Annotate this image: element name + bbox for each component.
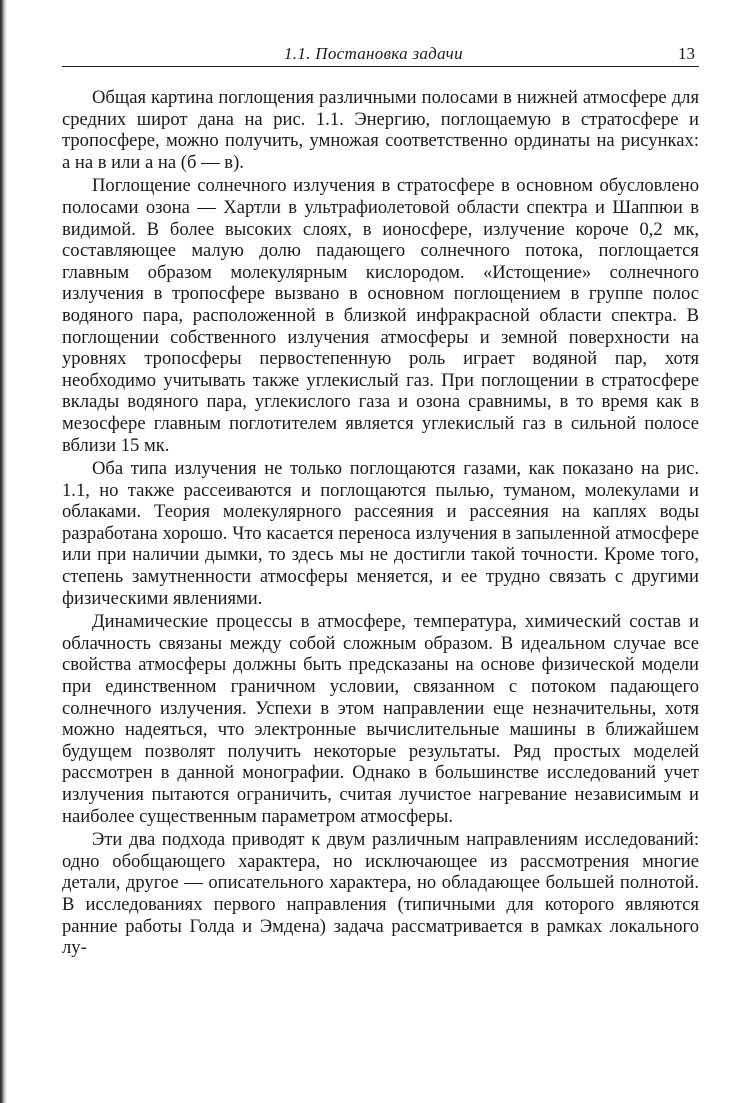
body-text <box>62 87 699 959</box>
running-title: 1.1. Постановка задачи <box>284 44 463 63</box>
paragraph: Оба типа излучения не только поглощаются газами, как показано на рис. 1.1, но также рассеиваются и поглощаются пылью, туманом, молекулами и облаками. Теория молекулярного рассеяния и рассеяния на каплях воды разработана хорошо. Что касается переноса излучения в запыленной атмосфере или при наличии дымки, то здесь мы не достигли такой точности. Кроме того, степень замутненности атмосферы меняется, и ее трудно связать с другими физическими явлениями. <box>62 458 699 609</box>
scan-edge-shadow <box>0 0 7 1103</box>
page-number: 13 <box>678 44 695 63</box>
paragraph: Эти два подхода приводят к двум различным направлениям исследований: одно обобщающего характера, но исключающее из рассмотрения многие детали, другое — описательного характера, но обладающее большей полнотой. В исследованиях первого направления (типичными для которого являются ранние работы Голда и Эмдена) задача рассматривается в рамках локального лу- <box>62 829 699 959</box>
paragraph: Динамические процессы в атмосфере, температура, химический состав и облачность связаны между собой сложным образом. В идеальном случае все свойства атмосферы должны быть предсказаны на основе физической модели при единственном граничном условии, связанном с потоком падающего солнечного излучения. Успехи в этом направлении еще незначительны, хотя можно надеяться, что электронные вычислительные машины в ближайшем будущем позволят получить некоторые результаты. Ряд простых моделей рассмотрен в данной монографии. Однако в большинстве исследований учет излучения пытаются ограничить, считая лучистое нагревание независимым и наиболее существенным параметром атмосферы. <box>62 611 699 827</box>
paragraph: Поглощение солнечного излучения в стратосфере в основном обусловлено полосами озона — Хартли в ультрафиолетовой области спектра и Шаппюи в видимой. В более высоких слоях, в ионосфере, излучение короче 0,2 мк, составляющее малую долю падающего солнечного потока, поглощается главным образом молекулярным кислородом. «Истощение» солнечного излучения в тропосфере вызвано в основном поглощением в группе полос водяного пара, расположенной в близкой инфракрасной области спектра. В поглощении собственного излучения атмосферы и земной поверхности на уровнях тропосферы первостепенную роль играет водяной пар, хотя необходимо учитывать также углекислый газ. При поглощении в стратосфере вклады водяного пара, углекислого газа и озона сравнимы, в то время как в мезосфере главным поглотителем является углекислый газ в сильной полосе вблизи 15 мк. <box>62 175 699 456</box>
page-header <box>62 40 699 67</box>
paragraph: Общая картина поглощения различными полосами в нижней атмосфере для средних широт дана на рис. 1.1. Энергию, поглощаемую в стратосфере и тропосфере, можно получить, умножая соответственно ординаты на рисунках: а на в или а на (б — в). <box>62 87 699 173</box>
